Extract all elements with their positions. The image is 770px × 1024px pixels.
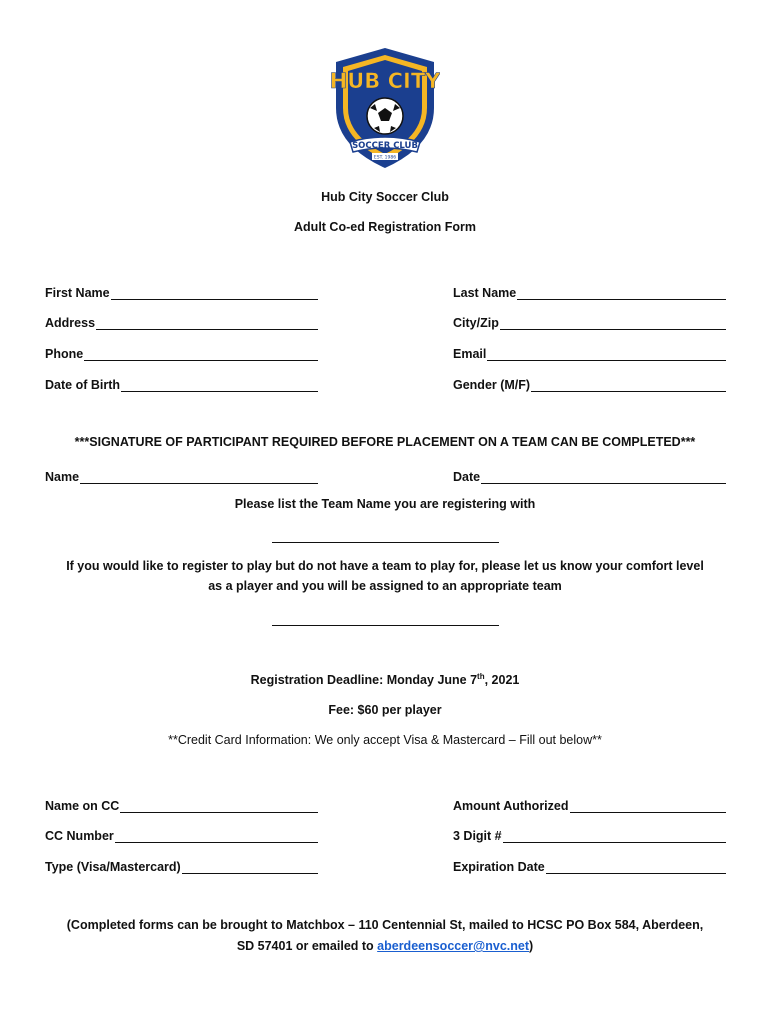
- signature-name-label: Name: [45, 470, 80, 484]
- amount-authorized-line[interactable]: [570, 800, 727, 813]
- fee-text: Fee: $60 per player: [328, 703, 442, 717]
- team-prompt: Please list the Team Name you are registering with: [234, 497, 536, 511]
- logo-ribbon-text: SOCCER CLUB: [352, 141, 418, 151]
- club-logo: [330, 46, 440, 170]
- cc-note: **Credit Card Information: We only accept Visa & Mastercard – Fill out below**: [168, 733, 602, 747]
- logo-top-text: HUB CITY: [330, 69, 440, 93]
- last-name-label: Last Name: [453, 286, 517, 300]
- org-name: Hub City Soccer Club: [321, 190, 449, 204]
- logo-est-text: EST. 1986: [373, 155, 397, 161]
- gender-line[interactable]: [531, 379, 726, 392]
- phone-field[interactable]: [45, 343, 318, 361]
- three-digit-line[interactable]: [503, 830, 726, 843]
- gender-field[interactable]: [453, 374, 726, 392]
- deadline-year: , 2021: [484, 673, 520, 688]
- expiration-line[interactable]: [546, 861, 726, 874]
- card-type-label: Type (Visa/Mastercard): [45, 860, 181, 874]
- name-on-cc-label: Name on CC: [45, 799, 120, 813]
- form-title: Adult Co-ed Registration Form: [294, 220, 476, 234]
- signature-date-line[interactable]: [481, 471, 726, 484]
- first-name-label: First Name: [45, 286, 110, 300]
- dob-field[interactable]: [45, 374, 318, 392]
- signature-name-line[interactable]: [80, 471, 318, 484]
- deadline-prefix: Registration Deadline: Monday June 7: [250, 673, 478, 688]
- name-on-cc-line[interactable]: [120, 800, 318, 813]
- last-name-line[interactable]: [517, 287, 726, 300]
- city-zip-line[interactable]: [500, 317, 726, 330]
- address-field[interactable]: [45, 312, 318, 330]
- amount-authorized-field[interactable]: [453, 795, 726, 813]
- email-field[interactable]: [453, 343, 726, 361]
- gender-label: Gender (M/F): [453, 378, 531, 392]
- card-type-field[interactable]: [45, 856, 318, 874]
- name-on-cc-field[interactable]: [45, 795, 318, 813]
- registration-deadline: [0, 672, 770, 687]
- cc-number-label: CC Number: [45, 829, 114, 843]
- footer-line-2-suffix: ): [529, 939, 534, 953]
- last-name-field[interactable]: [453, 282, 726, 300]
- cc-number-field[interactable]: [45, 825, 318, 843]
- comfort-level-line[interactable]: [272, 625, 499, 626]
- address-line[interactable]: [96, 317, 318, 330]
- phone-line[interactable]: [84, 348, 318, 361]
- amount-authorized-label: Amount Authorized: [453, 799, 569, 813]
- signature-date-field[interactable]: [453, 466, 726, 484]
- no-team-line-1: If you would like to register to play but do not have a team to play for, please let us know your comfort level: [66, 559, 704, 573]
- three-digit-label: 3 Digit #: [453, 829, 502, 843]
- city-zip-field[interactable]: [453, 312, 726, 330]
- cc-number-line[interactable]: [115, 830, 318, 843]
- no-team-line-2: as a player and you will be assigned to an appropriate team: [208, 579, 562, 593]
- team-name-line[interactable]: [272, 542, 499, 543]
- three-digit-field[interactable]: [453, 825, 726, 843]
- dob-line[interactable]: [121, 379, 318, 392]
- expiration-label: Expiration Date: [453, 860, 545, 874]
- dob-label: Date of Birth: [45, 378, 120, 392]
- first-name-field[interactable]: [45, 282, 318, 300]
- expiration-field[interactable]: [453, 856, 726, 874]
- phone-label: Phone: [45, 347, 84, 361]
- signature-notice: ***SIGNATURE OF PARTICIPANT REQUIRED BEFORE PLACEMENT ON A TEAM CAN BE COMPLETED***: [74, 435, 696, 449]
- city-zip-label: City/Zip: [453, 316, 499, 330]
- email-line[interactable]: [487, 348, 726, 361]
- footer-line-1: (Completed forms can be brought to Matchbox – 110 Centennial St, mailed to HCSC PO Box 584, Aberdeen,: [66, 918, 704, 932]
- deadline-suffix: th: [477, 672, 485, 681]
- address-label: Address: [45, 316, 96, 330]
- card-type-line[interactable]: [182, 861, 318, 874]
- email-label: Email: [453, 347, 487, 361]
- contact-email-link[interactable]: aberdeensoccer@nvc.net: [377, 939, 529, 953]
- first-name-line[interactable]: [111, 287, 318, 300]
- footer-line-2: [0, 939, 770, 953]
- signature-date-label: Date: [453, 470, 481, 484]
- footer-line-2-prefix: SD 57401 or emailed to: [236, 939, 378, 953]
- signature-name-field[interactable]: [45, 466, 318, 484]
